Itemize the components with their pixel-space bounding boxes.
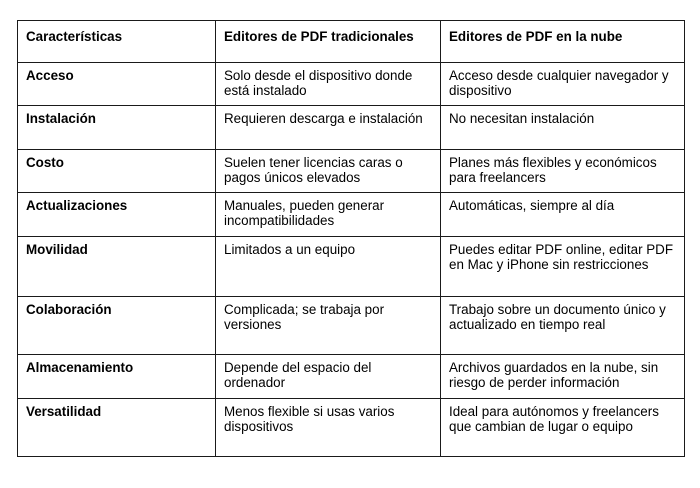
traditional-cell: Limitados a un equipo: [216, 237, 441, 297]
traditional-cell: Requieren descarga e instalación: [216, 106, 441, 150]
header-traditional-editors: Editores de PDF tradicionales: [216, 21, 441, 63]
row-feature-label: Instalación: [18, 106, 216, 150]
cloud-cell: Archivos guardados en la nube, sin riesgo de perder información: [441, 355, 685, 399]
traditional-cell: Manuales, pueden generar incompatibilidades: [216, 193, 441, 237]
table-row: [18, 355, 685, 399]
cloud-cell: Puedes editar PDF online, editar PDF en Mac y iPhone sin restricciones: [441, 237, 685, 297]
row-feature-label: Actualizaciones: [18, 193, 216, 237]
row-feature-label: Almacenamiento: [18, 355, 216, 399]
header-features: Características: [18, 21, 216, 63]
cloud-cell: Trabajo sobre un documento único y actualizado en tiempo real: [441, 297, 685, 355]
cloud-cell: Automáticas, siempre al día: [441, 193, 685, 237]
table-row: [18, 150, 685, 193]
comparison-table: [17, 20, 685, 457]
row-feature-label: Acceso: [18, 63, 216, 106]
cloud-cell: Ideal para autónomos y freelancers que cambian de lugar o equipo: [441, 399, 685, 457]
row-feature-label: Costo: [18, 150, 216, 193]
traditional-cell: Complicada; se trabaja por versiones: [216, 297, 441, 355]
cloud-cell: No necesitan instalación: [441, 106, 685, 150]
header-cloud-editors: Editores de PDF en la nube: [441, 21, 685, 63]
row-feature-label: Movilidad: [18, 237, 216, 297]
traditional-cell: Depende del espacio del ordenador: [216, 355, 441, 399]
table-row: [18, 63, 685, 106]
row-feature-label: Colaboración: [18, 297, 216, 355]
cloud-cell: Planes más flexibles y económicos para freelancers: [441, 150, 685, 193]
row-feature-label: Versatilidad: [18, 399, 216, 457]
table-row: [18, 297, 685, 355]
cloud-cell: Acceso desde cualquier navegador y dispositivo: [441, 63, 685, 106]
traditional-cell: Menos flexible si usas varios dispositivos: [216, 399, 441, 457]
table-header-row: [18, 21, 685, 63]
table-row: [18, 193, 685, 237]
traditional-cell: Suelen tener licencias caras o pagos únicos elevados: [216, 150, 441, 193]
table-row: [18, 106, 685, 150]
table-row: [18, 237, 685, 297]
table-row: [18, 399, 685, 457]
traditional-cell: Solo desde el dispositivo donde está instalado: [216, 63, 441, 106]
